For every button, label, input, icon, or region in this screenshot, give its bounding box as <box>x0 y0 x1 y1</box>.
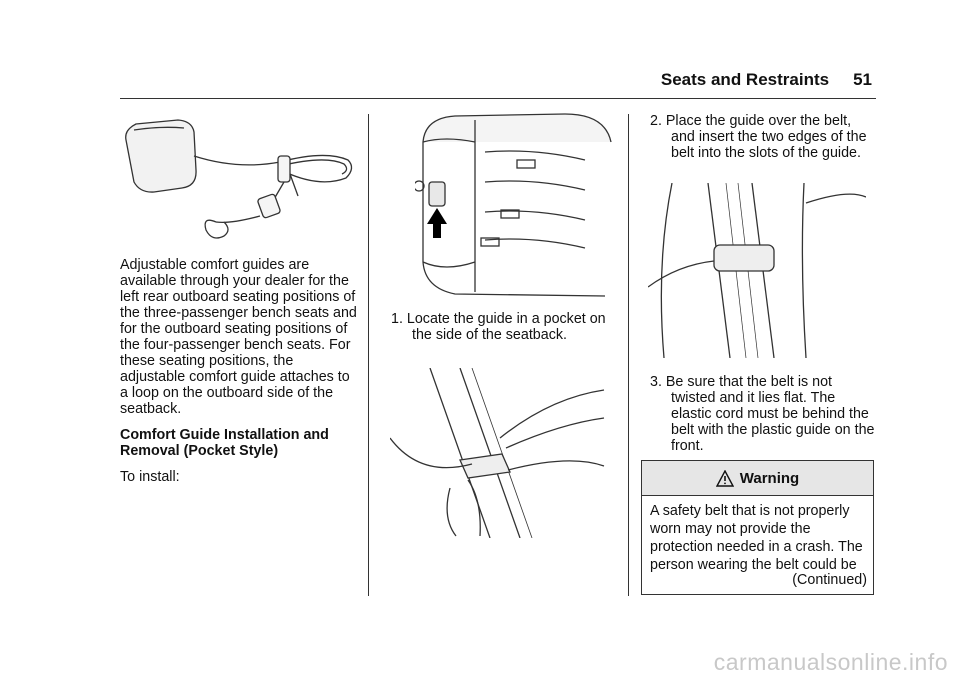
warning-box <box>641 460 874 595</box>
subheading: Comfort Guide Installation and Removal (Pocket Style) <box>120 427 329 459</box>
comfort-guide-illustration <box>120 112 360 247</box>
seatback-pocket-illustration <box>415 112 615 298</box>
step-3: 3. Be sure that the belt is not twisted and it lies flat. The elastic cord must be behind the belt with the plastic guide on the front. <box>650 374 875 454</box>
column-2 <box>391 311 619 353</box>
warning-header <box>642 461 873 496</box>
page-header <box>661 70 872 90</box>
watermark: carmanualsonline.info <box>713 649 948 675</box>
column-divider-1 <box>368 114 369 596</box>
column-3-bottom <box>650 374 876 464</box>
column-1 <box>120 257 360 495</box>
belt-through-slots-illustration <box>648 183 866 358</box>
guide-on-belt-illustration <box>390 368 606 538</box>
warning-body: A safety belt that is not properly worn may not provide the protection needed in a crash. The person wearing the belt could be <box>650 503 863 573</box>
section-title: Seats and Restraints <box>660 70 830 89</box>
install-label: To install: <box>120 469 180 485</box>
step-2: 2. Place the guide over the belt, and insert the two edges of the belt into the slots of the guide. <box>650 113 867 161</box>
warning-triangle-icon <box>716 470 734 487</box>
header-rule <box>120 98 876 99</box>
column-divider-2 <box>628 114 629 596</box>
page-number: 51 <box>853 70 872 89</box>
warning-title: Warning <box>739 469 800 487</box>
step-1: 1. Locate the guide in a pocket on the side of the seatback. <box>391 311 606 343</box>
intro-paragraph: Adjustable comfort guides are available through your dealer for the left rear outboard seating positions of the three-passenger bench seats and for the outboard seating positions of the four-passenger bench seats. For these seating positions, the adjustable comfort guide attaches to a loop on the outboard side of the seatback. <box>120 257 357 417</box>
continued-label: (Continued) <box>792 572 867 588</box>
column-3-top <box>650 113 876 171</box>
